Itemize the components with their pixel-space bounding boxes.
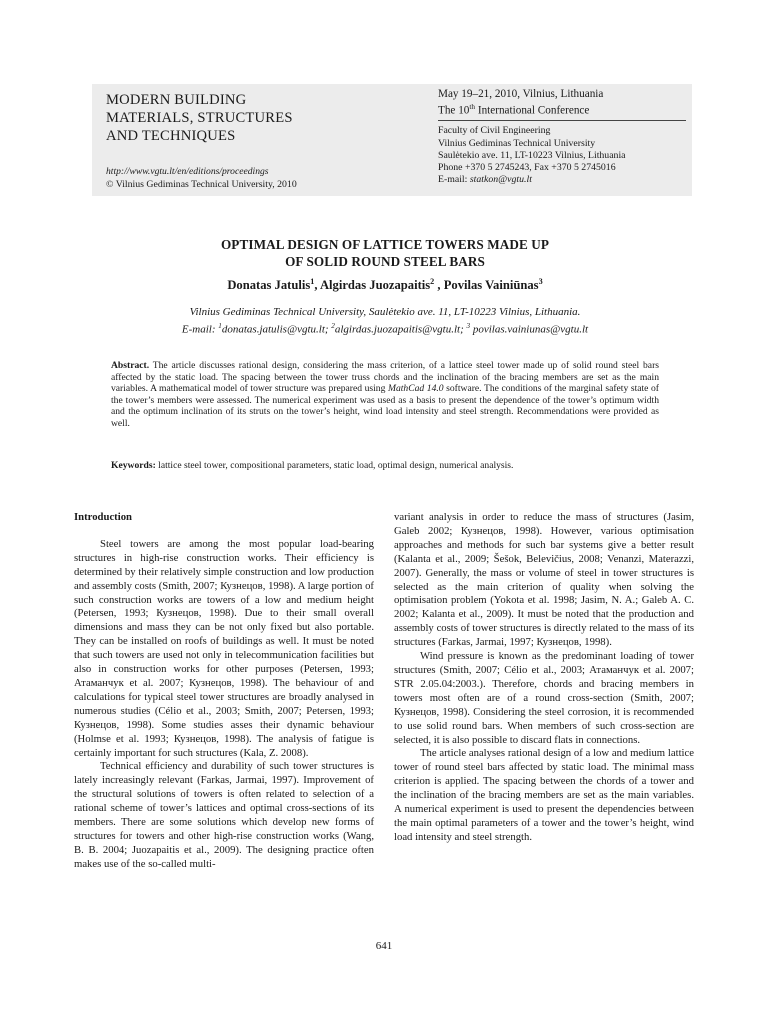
- right-column: [394, 511, 694, 845]
- journal-title-line: MODERN BUILDING: [106, 92, 247, 108]
- author-emails: [110, 319, 660, 337]
- conference-ordinal: th: [469, 103, 476, 112]
- abstract-text: software. The conditions of the marginal safety state of the tower’s members were assessed. The numerical experiment was used as a basis to present the dependence of the tower’s optimum width and the optimum inclination of its struts on the tower’s height, wind load intensity and steel strength. Recommendations were provided as well.: [111, 383, 659, 429]
- author-list: Donatas Jatulis$^1$, Algirdas Juozapaitis$^2$ , Povilas Vainiūnas$^3$: [227, 277, 543, 293]
- abstract-text: The article discusses rational design, considering the mass criterion, of a lattice steel tower made up of solid round steel bars affected by the static load. The spacing between the tower truss chords and the inclination of the bracing members are set as the main variables. A mathematical model of tower structure was prepared using: [111, 360, 659, 394]
- email-link[interactable]: statkon@vgtu.lt: [469, 174, 532, 186]
- abstract: [111, 360, 659, 429]
- author-marker: 1: [310, 277, 315, 286]
- paper-title-line: OF SOLID ROUND STEEL BARS: [285, 253, 485, 269]
- abstract-label: Abstract.: [111, 360, 150, 371]
- journal-title: [106, 91, 416, 145]
- conference-date-place: May 19–21, 2010, Vilnius, Lithuania: [438, 88, 604, 100]
- paper-title-line: OPTIMAL DESIGN OF LATTICE TOWERS MADE UP: [220, 237, 550, 252]
- conference-name: [438, 101, 686, 121]
- section-heading: Introduction: [74, 511, 133, 523]
- faculty-name: Faculty of Civil Engineering: [438, 125, 551, 137]
- author-marker: 2: [430, 277, 435, 286]
- author-email-link[interactable]: donatas.jatulis@vgtu.lt;: [221, 323, 332, 336]
- left-column: [74, 511, 374, 872]
- affiliation-address: Vilnius Gediminas Technical University, Saulėtekio ave. 11, LT-10223 Vilnius, Lithuania.: [189, 306, 581, 318]
- journal-title-line: AND TECHNIQUES: [106, 128, 236, 144]
- email-marker: 2: [331, 322, 335, 330]
- contact-phone: Phone +370 5 2745243, Fax +370 5 2745016: [438, 161, 616, 173]
- copyright-notice: © Vilnius Gediminas Technical University, 2010: [106, 179, 297, 190]
- author-name: Donatas Jatulis: [227, 278, 311, 293]
- page-number: 641: [375, 940, 393, 952]
- university-address: Saulėtekio ave. 11, LT-10223 Vilnius, Lithuania: [438, 149, 626, 161]
- conference-info: [438, 88, 688, 186]
- body-paragraph: Technical efficiency and durability of such tower structures is lately increasingly relevant (Farkas, Jarmai, 1997). Improvement of the structural solutions of towers is often related to selection of a rational scheme of tower’s lattices and optimal cross-sections of its members. There are some solutions which develop new forms of structures for towers and other high-rise construction works (Wang, B. B. 2004; Juozapaitis et al., 2009). The designing practice often makes use of the so-called multi-: [74, 760, 374, 870]
- conference-type: International Conference: [475, 105, 590, 118]
- keywords-label: Keywords:: [111, 460, 156, 471]
- paper-title: [170, 237, 600, 270]
- email-label: E-mail:: [438, 174, 470, 186]
- keywords: [111, 460, 659, 471]
- keywords-text: lattice steel tower, compositional parameters, static load, optimal design, numerical analysis.: [155, 460, 514, 471]
- body-paragraph: Wind pressure is known as the predominant loading of tower structures (Smith, 2007; Célio et al., 2003; Атаманчук et al. 2007; STR 2.05.04:2003.). Therefore, chords and bracing members in towers most often are of a round cross-section (Smith, 2007; Кузнецов, 1998). Considering the steel corrosion, it is recommended to use solid round bars. When members of such cross-section are selected, it is also possible to discard flats in connections.: [394, 650, 694, 746]
- author-email-link[interactable]: povilas.vainiunas@vgtu.lt: [470, 323, 589, 336]
- conference-number: The 10: [438, 105, 470, 118]
- email-marker: 3: [466, 322, 471, 330]
- contact-email: [438, 174, 688, 186]
- body-paragraph: variant analysis in order to reduce the mass of structures (Jasim, Galeb 2002; Кузнецов, 1998). However, various optimisation approaches and methods for such bar systems give a better result (Kalanta et al., 2009; Šešok, Belevičius, 2008; Venanzi, Materazzi, 2007). Generally, the mass or volume of steel in tower structures is selected as the main criterion of quality when solving the optimisation problem (Yokota et al. 1998; Jasim, N. A.; Galeb A. C. 2002; Kalanta et al., 2009). It must be noted that the production and assembly costs of tower structures is directly related to the mass of its structures (Farkas, Jarmai, 1997; Кузнецов, 1998).: [394, 511, 694, 649]
- author-name: Algirdas Juozapaitis: [319, 278, 431, 293]
- author-name: Povilas Vainiūnas: [443, 278, 539, 293]
- email-marker: 1: [218, 322, 222, 330]
- software-name: MathCad 14.0: [387, 383, 444, 394]
- university-name: Vilnius Gediminas Technical University: [438, 137, 596, 149]
- proceedings-url[interactable]: http://www.vgtu.lt/en/editions/proceedings: [106, 166, 269, 177]
- author-affiliation: [110, 305, 660, 337]
- body-paragraph: Steel towers are among the most popular load-bearing structures in high-rise construction works. Their efficiency is determined by their relatively simple construction and low production and assembly costs (Smith, 2007; Кузнецов, 1998). A large portion of such construction works are towers of a low and medium height (Petersen, 1993; Кузнецов, 1998). Due to their small overall dimensions and mass they can be not only fixed but also portable. They can be installed on roofs of buildings as well. It must be noted that such towers are used not only in telecommunication facilities but also in construction works for other purposes (Petersen, 1993; Атаманчук et al. 2007; Кузнецов, 1998). The behaviour of and calculations for typical steel tower structures are broadly analysed in numerous studies (Célio et al., 2003; Smith, 2007; Petersen, 1993; Кузнецов, 1998). Some studies asses their dynamic behaviour (Holmse et al. 1993; Кузнецов, 1998). The analysis of fatigue is certainly important for such structures (Kala, Z. 2008).: [74, 537, 374, 759]
- author-email-link[interactable]: algirdas.juozapaitis@vgtu.lt;: [334, 323, 467, 336]
- journal-title-line: MATERIALS, STRUCTURES: [106, 110, 293, 126]
- author-marker: 3: [538, 277, 543, 286]
- body-paragraph: The article analyses rational design of a low and medium lattice tower of round steel bars affected by static load. The minimal mass criterion is applied. The spacing between the chords of a tower and the inclination of the bracing members are set as the main variables. A numerical experiment is used to present the dependencies between the main optimal parameters of a tower and the tower’s height, wind load intensity and steel strength.: [394, 747, 694, 843]
- emails-label: E-mail:: [181, 323, 219, 336]
